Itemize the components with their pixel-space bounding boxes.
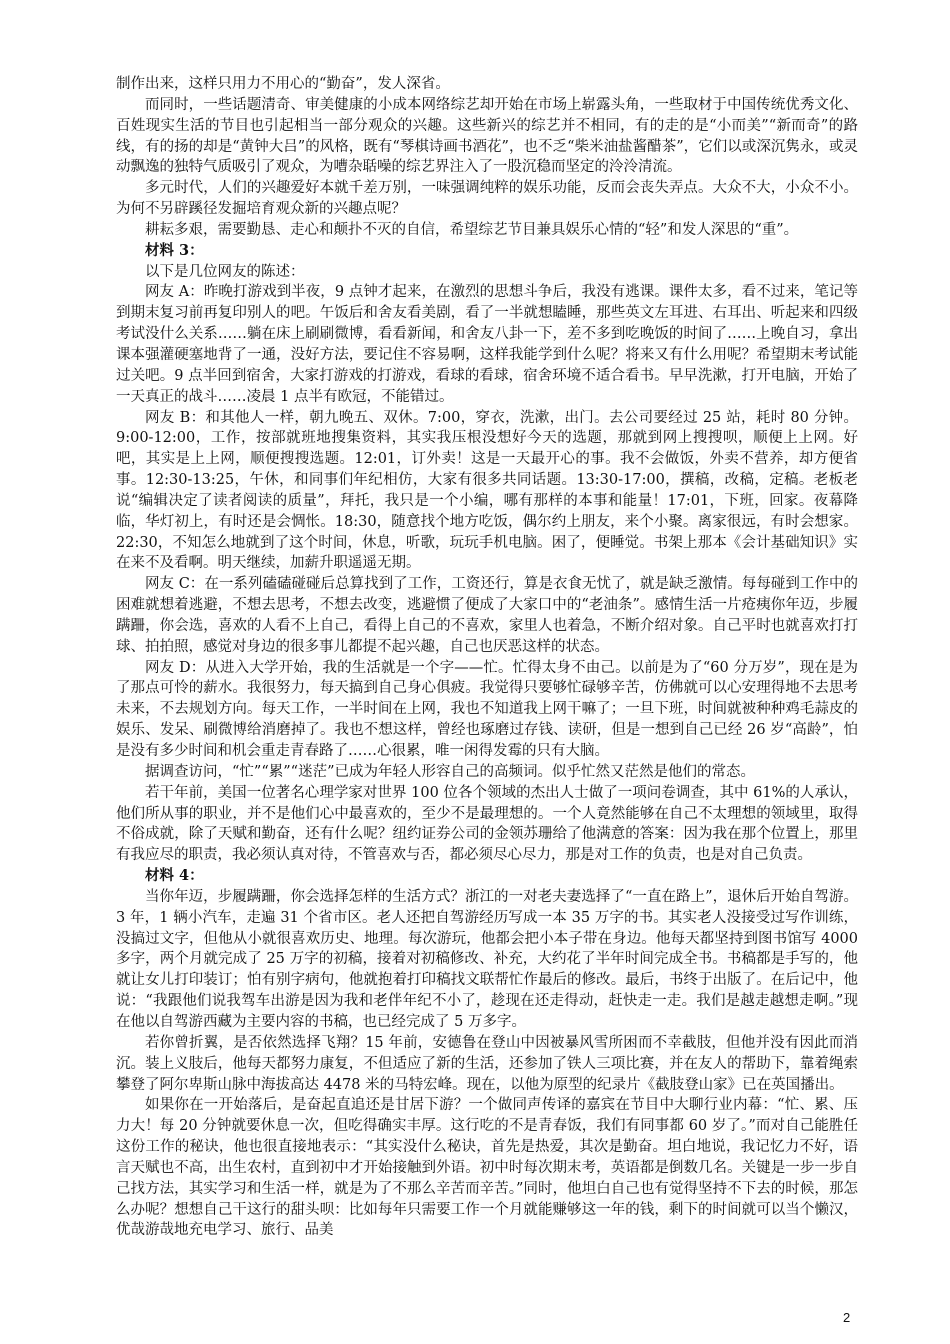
paragraph: 网友 B：和其他人一样，朝九晚五、双休。7:00，穿衣，洗漱，出门。去公司要经过 25 站，耗时 80 分钟。9:00-12:00，工作，按部就班地搜集资料，其实我压根没想好今天的选题，那就到网上搜搜呗，顺便上上网。好吧，其实是上上网，顺便搜搜选题。12:01，订外卖！这是一天最开心的事。我不会做饭，外卖不营养，却方便省事。12:30-13:25，午休，和同事们年纪相仿，大家有很多共同话题。13:30-17:00，撰稿，改稿，定稿。老板老说“编辑决定了读者阅读的质量”，拜托，我只是一个小编，哪有那样的本事和能量！17:01，下班，回家。夜幕降临，华灯初上，有时还是会惆怅。18:30，随意找个地方吃饭，偶尔约上朋友，来个小聚。离家很远，有时会想家。22:30，不知怎么地就到了这个时间，休息，听歌，玩玩手机电脑。困了，便睡觉。书架上那本《会计基础知识》实在来不及看啊。明天继续，加薪升职遥遥无期。 (116, 409, 858, 572)
paragraph: 网友 D：从进入大学开始，我的生活就是一个字——忙。忙得太身不由己。以前是为了“60 分万岁”，现在是为了那点可怜的薪水。我很努力，每天搞到自己身心俱疲。我觉得只要够忙碌够辛苦，仿佛就可以心安理得地不去思考未来，不去规划方向。每天工作，一半时间在上网，我也不知道我上网干嘛了；一旦下班，时间就被种种鸡毛蒜皮的娱乐、发呆、刷微博给消磨掉了。我也不想这样，曾经也琢磨过存钱、读研，但是一想到自己已经 26 岁“高龄”，怕是没有多少时间和机会重走青春路了……心很累，唯一闲得发霉的只有大脑。 (116, 659, 858, 759)
paragraph: 而同时，一些话题清奇、审美健康的小成本网络综艺却开始在市场上崭露头角，一些取材于中国传统优秀文化、百姓现实生活的节目也引起相当一部分观众的兴趣。这些新兴的综艺并不相同，有的走的是“小而美”“新而奇”的路线，有的扬的却是“黄钟大吕”的风格，既有“琴棋诗画书酒花”，也不乏“柴米油盐酱醋茶”，它们以或深沉隽永，或灵动飘逸的独特气质吸引了观众，为嘈杂聒噪的综艺界注入了一股沉稳而坚定的泠泠清流。 (116, 96, 858, 176)
paragraph: 耕耘多艰，需要勤恳、走心和颠扑不灭的自信，希望综艺节目兼具娱乐心情的“轻”和发人深思的“重”。 (145, 221, 799, 238)
section-heading: 材料 3： (145, 241, 204, 259)
paragraph: 以下是几位网友的陈述： (145, 263, 305, 280)
paragraph: 据调查访问，“忙”“累”“迷茫”已成为年轻人形容自己的高频词。似乎忙然又茫然是他们的常态。 (145, 763, 755, 780)
paragraph: 多元时代，人们的兴趣爱好本就千差万别，一味强调纯粹的娱乐功能，反而会丧失弄点。大众不大，小众不小。为何不另辟蹊径发掘培育观众新的兴趣点呢？ (116, 180, 858, 218)
section-heading: 材料 4： (145, 867, 204, 885)
paragraph: 若你曾折翼，是否依然选择飞翔？15 年前，安德鲁在登山中因被暴风雪所困而不幸截肢，但他并没有因此而消沉。装上义肢后，他每天都努力康复，不但适应了新的生活，还参加了铁人三项比赛，并在友人的帮助下，靠着绳索攀登了阿尔卑斯山脉中海拔高达 4478 米的马特宏峰。现在，以他为原型的纪录片《截肢登山家》已在英国播出。 (116, 1034, 858, 1093)
paragraph: 网友 C：在一系列磕磕碰碰后总算找到了工作，工资还行，算是衣食无忧了，就是缺乏激情。每每碰到工作中的困难就想着逃避，不想去思考，不想去改变，逃避惯了便成了大家口中的“老油条”。感情生活一片疮痍你年迈，步履蹒跚，你会选，喜欢的人看不上自己，看得上自己的不喜欢，家里人也着急，不断介绍对象。自己平时也就喜欢打打球、拍拍照，感觉对身边的很多事儿都提不起兴趣，自己也厌恶这样的状态。 (116, 576, 858, 655)
paragraph-continuation: 制作出来，这样只用力不用心的“勤奋”，发人深省。 (116, 76, 450, 92)
paragraph: 当你年迈，步履蹒跚，你会选择怎样的生活方式？浙江的一对老夫妻选择了“一直在路上”，退休后开始自驾游。3 年，1 辆小汽车，走遍 31 个省市区。老人还把自驾游经历写成一本 35 万字的书。其实老人没接受过写作训练，没搞过文字，但他从小就很喜欢历史、地理。每次游玩，他都会把小本子带在身边。他每天都坚持到图书馆写 4000 多字，两个月就完成了 25 万字的初稿，接着对初稿修改、补充，大约花了半年时间完成全书。书稿都是手写的，他就让女儿打印装订；怕有别字病句，他就抱着打印稿找文联帮忙作最后的修改。最后，书终于出版了。在后记中，他说：“我跟他们说我驾车出游是因为我和老伴年纪不小了，趁现在还走得动，赶快走一走。我们是越走越想走啊。”现在他以自驾游西藏为主要内容的书稿，也已经完成了 5 万多字。 (116, 888, 858, 1030)
page-number: 2 (843, 1310, 851, 1325)
paragraph: 网友 A：昨晚打游戏到半夜，9 点钟才起来，在激烈的思想斗争后，我没有逃课。课件太多，看不过来，笔记等到期末复习前再复印别人的吧。午饭后和舍友看美剧，看了一半就想瞌睡，那些英文左耳进、右耳出、听起来和四级考试没什么关系……躺在床上刷刷微博，看看新闻，和舍友八卦一下，差不多到吃晚饭的时间了……上晚自习，拿出课本强灌硬塞地背了一通，没好方法，要记住不容易啊，这样我能学到什么呢？将来又有什么用呢？希望期末考试能过关吧。9 点半回到宿舍，大家打游戏的打游戏，看球的看球，宿舍环境不适合看书。早早洗漱，打开电脑，开始了一天真正的战斗……凌晨 1 点半有欧冠，不能错过。 (116, 284, 858, 405)
document-body (116, 74, 858, 1241)
paragraph: 如果你在一开始落后，是奋起直追还是甘居下游？一个做同声传译的嘉宾在节目中大聊行业内幕：“忙、累、压力大！每 20 分钟就要休息一次，但吃得确实丰厚。这行吃的不是青春饭，我们有同事都 60 岁了。”而对自己能胜任这份工作的秘诀，他也很直接地表示：“其实没什么秘诀，首先是热爱，其次是勤奋。坦白地说，我记忆力不好，语言天赋也不高，出生农村，直到初中才开始接触到外语。初中时每次期末考，英语都是倒数几名。关键是一步一步自己找方法，其实学习和生活一样，就是为了不那么辛苦而辛苦。”同时，他坦白自己也有觉得坚持不下去的时候，那怎么办呢？想想自己干这行的甜头呗：比如每年只需要工作一个月就能赚够这一年的钱，剩下的时间就可以当个懒汉，优哉游哉地充电学习、旅行、品美 (116, 1097, 858, 1239)
paragraph: 若干年前，美国一位著名心理学家对世界 100 位各个领域的杰出人士做了一项问卷调查，其中 61%的人承认，他们所从事的职业，并不是他们心中最喜欢的，至少不是最理想的。一个人竟然能够在自己不太理想的领域里，取得不俗成就，除了天赋和勤奋，还有什么呢？纽约证券公司的金领苏珊给了他满意的答案：因为我在那个位置上，那里有我应尽的职责，我必须认真对待，不管喜欢与否，都必须尽心尽力，那是对工作的负责，也是对自己负责。 (116, 784, 858, 864)
